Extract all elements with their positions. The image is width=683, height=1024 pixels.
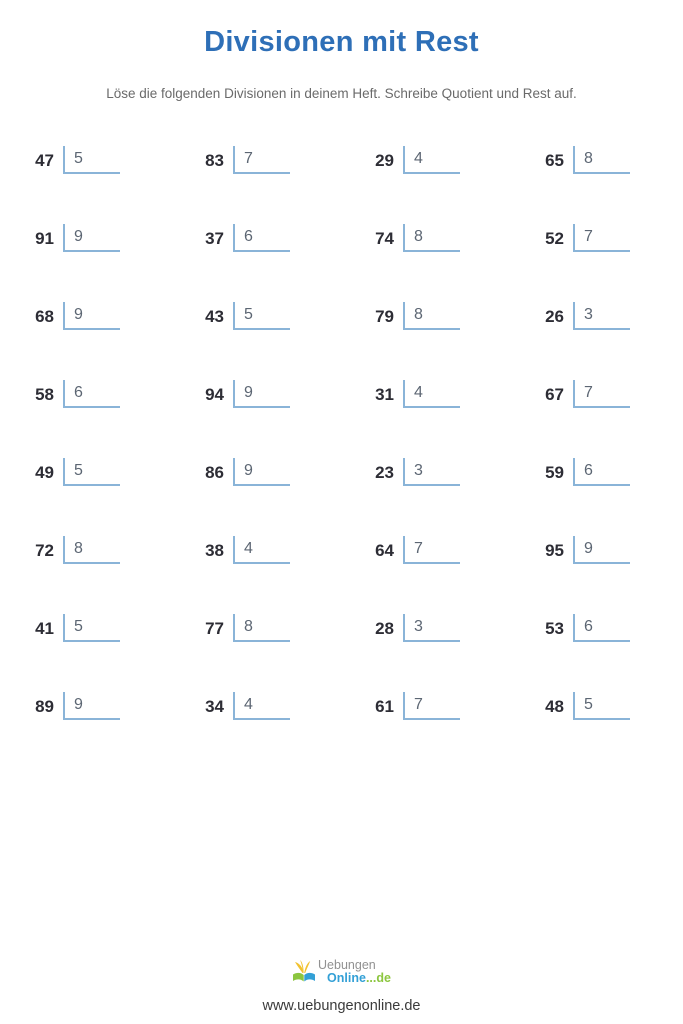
division-bracket[interactable] [63,302,120,330]
division-problem [30,146,200,224]
divisor-value: 8 [414,306,423,323]
division-problem [370,146,540,224]
divisor-value: 4 [244,696,253,713]
division-bracket[interactable] [233,146,290,174]
dividend-value: 89 [35,697,54,716]
problems-row [30,614,683,692]
divisor-value: 7 [584,384,593,401]
division-problem [540,536,683,614]
dividend-value: 95 [545,541,564,560]
problems-row [30,536,683,614]
problems-grid [30,146,683,770]
page-title: Divisionen mit Rest [204,26,479,58]
divisor-value: 6 [584,618,593,635]
divisor-value: 8 [244,618,253,635]
division-problem [540,146,683,224]
dividend-value: 38 [205,541,224,560]
dividend-value: 58 [35,385,54,404]
open-book-icon [292,958,316,986]
division-bracket[interactable] [233,458,290,486]
division-bracket[interactable] [403,458,460,486]
divisor-value: 7 [584,228,593,245]
division-bracket[interactable] [63,692,120,720]
logo-line2 [327,972,391,985]
division-problem [540,692,683,770]
division-bracket[interactable] [233,614,290,642]
dividend-value: 91 [35,229,54,248]
division-bracket[interactable] [403,302,460,330]
dividend-value: 67 [545,385,564,404]
division-bracket[interactable] [233,380,290,408]
divisor-value: 5 [584,696,593,713]
problems-row [30,146,683,224]
divisor-value: 5 [244,306,253,323]
division-bracket[interactable] [63,536,120,564]
division-bracket[interactable] [573,380,630,408]
divisor-value: 4 [414,150,423,167]
divisor-value: 3 [414,462,423,479]
division-bracket[interactable] [63,380,120,408]
division-problem [370,224,540,302]
division-bracket[interactable] [573,536,630,564]
divisor-value: 8 [584,150,593,167]
division-bracket[interactable] [63,146,120,174]
divisor-value: 7 [414,540,423,557]
division-bracket[interactable] [233,692,290,720]
division-problem [30,302,200,380]
dividend-value: 48 [545,697,564,716]
division-problem [30,224,200,302]
dividend-value: 37 [205,229,224,248]
division-bracket[interactable] [403,536,460,564]
problems-row [30,458,683,536]
dividend-value: 68 [35,307,54,326]
dividend-value: 34 [205,697,224,716]
dividend-value: 77 [205,619,224,638]
division-problem [30,536,200,614]
division-problem [370,692,540,770]
division-problem [200,380,370,458]
divisor-value: 3 [414,618,423,635]
division-bracket[interactable] [403,614,460,642]
dividend-value: 28 [375,619,394,638]
division-bracket[interactable] [573,146,630,174]
division-problem [370,536,540,614]
dividend-value: 59 [545,463,564,482]
dividend-value: 72 [35,541,54,560]
dividend-value: 52 [545,229,564,248]
dividend-value: 83 [205,151,224,170]
dividend-value: 64 [375,541,394,560]
footer-url: www.uebungenonline.de [262,998,421,1014]
problems-row [30,302,683,380]
division-bracket[interactable] [403,224,460,252]
division-problem [30,458,200,536]
division-bracket[interactable] [233,302,290,330]
division-bracket[interactable] [403,692,460,720]
dividend-value: 26 [545,307,564,326]
division-bracket[interactable] [403,146,460,174]
division-problem [370,614,540,692]
dividend-value: 61 [375,697,394,716]
division-bracket[interactable] [573,692,630,720]
dividend-value: 41 [35,619,54,638]
dividend-value: 79 [375,307,394,326]
divisor-value: 9 [74,228,83,245]
division-bracket[interactable] [233,536,290,564]
division-problem [540,302,683,380]
division-bracket[interactable] [233,224,290,252]
dividend-value: 74 [375,229,394,248]
uebungenonline-logo [292,958,391,986]
division-bracket[interactable] [573,458,630,486]
logo-brand: Online [327,970,366,985]
divisor-value: 9 [74,306,83,323]
division-problem [540,380,683,458]
division-problem [30,380,200,458]
division-problem [200,536,370,614]
division-problem [540,224,683,302]
division-bracket[interactable] [63,224,120,252]
division-problem [200,224,370,302]
footer [0,958,683,1014]
divisor-value: 5 [74,462,83,479]
problems-row [30,224,683,302]
divisor-value: 3 [584,306,593,323]
divisor-value: 9 [584,540,593,557]
logo-text [318,959,391,984]
division-bracket[interactable] [403,380,460,408]
divisor-value: 9 [244,462,253,479]
division-problem [200,614,370,692]
dividend-value: 94 [205,385,224,404]
division-problem [370,380,540,458]
divisor-value: 8 [74,540,83,557]
divisor-value: 4 [244,540,253,557]
divisor-value: 7 [414,696,423,713]
divisor-value: 7 [244,150,253,167]
divisor-value: 6 [74,384,83,401]
division-problem [540,458,683,536]
division-bracket[interactable] [573,302,630,330]
divisor-value: 6 [244,228,253,245]
division-problem [30,692,200,770]
division-bracket[interactable] [63,614,120,642]
division-problem [370,302,540,380]
dividend-value: 31 [375,385,394,404]
dividend-value: 53 [545,619,564,638]
division-problem [200,146,370,224]
logo-line1: Uebungen [318,958,376,973]
divisor-value: 5 [74,618,83,635]
dividend-value: 29 [375,151,394,170]
dividend-value: 49 [35,463,54,482]
logo-suffix: ...de [365,970,391,985]
instructions-text: Löse die folgenden Divisionen in deinem Heft. Schreibe Quotient und Rest auf. [106,86,577,101]
problems-row [30,380,683,458]
division-problem [200,692,370,770]
divisor-value: 4 [414,384,423,401]
division-bracket[interactable] [573,224,630,252]
division-problem [540,614,683,692]
problems-row [30,692,683,770]
division-problem [30,614,200,692]
division-problem [200,302,370,380]
dividend-value: 65 [545,151,564,170]
division-problem [370,458,540,536]
dividend-value: 86 [205,463,224,482]
dividend-value: 47 [35,151,54,170]
division-bracket[interactable] [63,458,120,486]
divisor-value: 8 [414,228,423,245]
division-problem [200,458,370,536]
divisor-value: 9 [74,696,83,713]
divisor-value: 6 [584,462,593,479]
division-bracket[interactable] [573,614,630,642]
dividend-value: 23 [375,463,394,482]
dividend-value: 43 [205,307,224,326]
divisor-value: 9 [244,384,253,401]
divisor-value: 5 [74,150,83,167]
